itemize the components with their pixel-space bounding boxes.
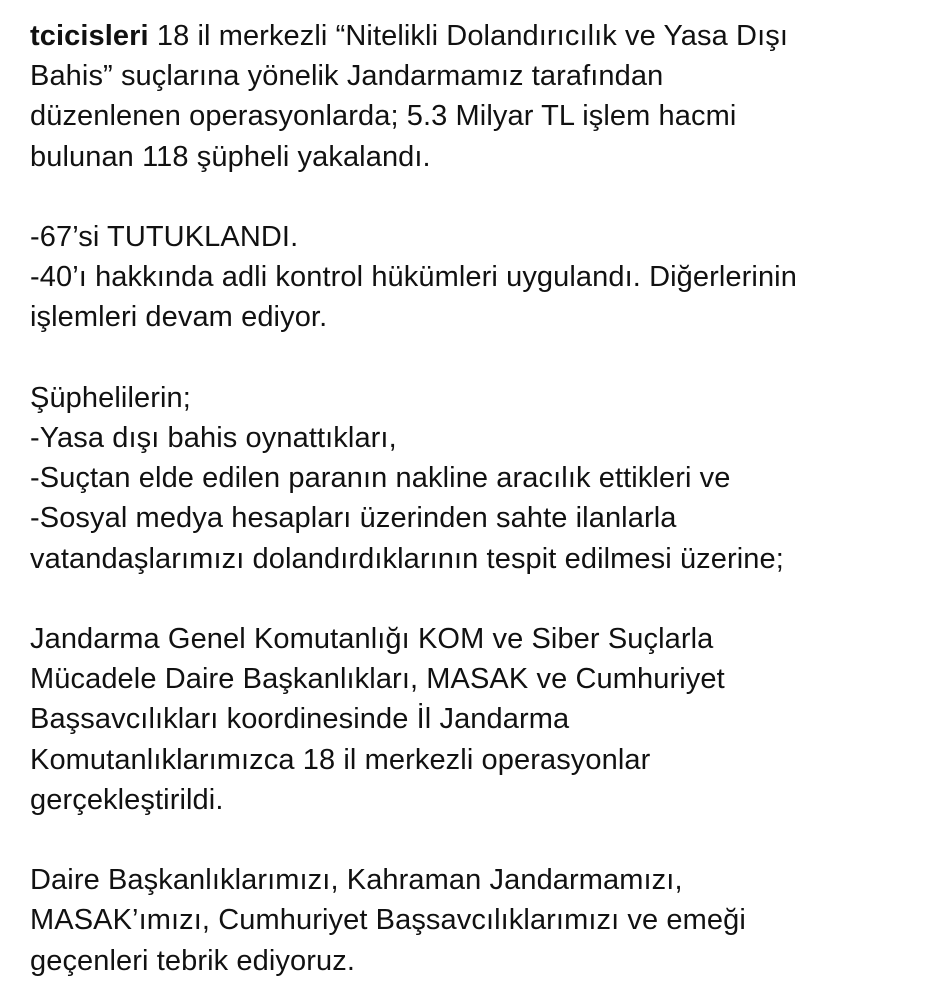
post-caption <box>30 16 930 981</box>
caption-thanks-paragraph <box>30 860 930 981</box>
caption-line: Başsavcılıkları koordinesinde İl Jandarma <box>30 703 570 736</box>
caption-coordination-paragraph <box>30 619 930 820</box>
caption-line: işlemleri devam ediyor. <box>30 301 328 334</box>
caption-line: düzenlenen operasyonlarda; 5.3 Milyar TL işlem hacmi <box>30 100 737 133</box>
caption-line: -Suçtan elde edilen paranın nakline aracılık ettikleri ve <box>30 462 731 495</box>
caption-text: 18 il merkezli “Nitelikli Dolandırıcılık ve Yasa Dışı <box>148 20 788 52</box>
caption-line: gerçekleştirildi. <box>30 783 224 816</box>
caption-suspects-paragraph <box>30 378 930 579</box>
caption-line: Şüphelilerin; <box>30 381 191 414</box>
caption-line: Daire Başkanlıklarımızı, Kahraman Jandarmamızı, <box>30 864 683 897</box>
caption-line: -Sosyal medya hesapları üzerinden sahte ilanlarla <box>30 502 677 535</box>
caption-line: Mücadele Daire Başkanlıkları, MASAK ve Cumhuriyet <box>30 663 725 696</box>
caption-line: -40’ı hakkında adli kontrol hükümleri uygulandı. Diğerlerinin <box>30 261 797 294</box>
caption-line: -Yasa dışı bahis oynattıkları, <box>30 422 397 454</box>
caption-line: Bahis” suçlarına yönelik Jandarmamız tarafından <box>30 60 664 93</box>
caption-line <box>30 16 930 56</box>
caption-line: vatandaşlarımızı dolandırdıklarının tespit edilmesi üzerine; <box>30 542 784 575</box>
caption-line: Komutanlıklarımızca 18 il merkezli operasyonlar <box>30 743 651 776</box>
caption-line: -67’si TUTUKLANDI. <box>30 221 299 253</box>
caption-line: Jandarma Genel Komutanlığı KOM ve Siber Suçlarla <box>30 623 714 655</box>
caption-results-paragraph <box>30 217 930 338</box>
username-link[interactable]: tcicisleri <box>30 20 149 52</box>
caption-line: bulunan 118 şüpheli yakalandı. <box>30 140 431 173</box>
caption-line: geçenleri tebrik ediyoruz. <box>30 944 355 977</box>
caption-intro-paragraph <box>30 16 930 177</box>
caption-line: MASAK’ımızı, Cumhuriyet Başsavcılıklarımızı ve emeği <box>30 904 746 937</box>
